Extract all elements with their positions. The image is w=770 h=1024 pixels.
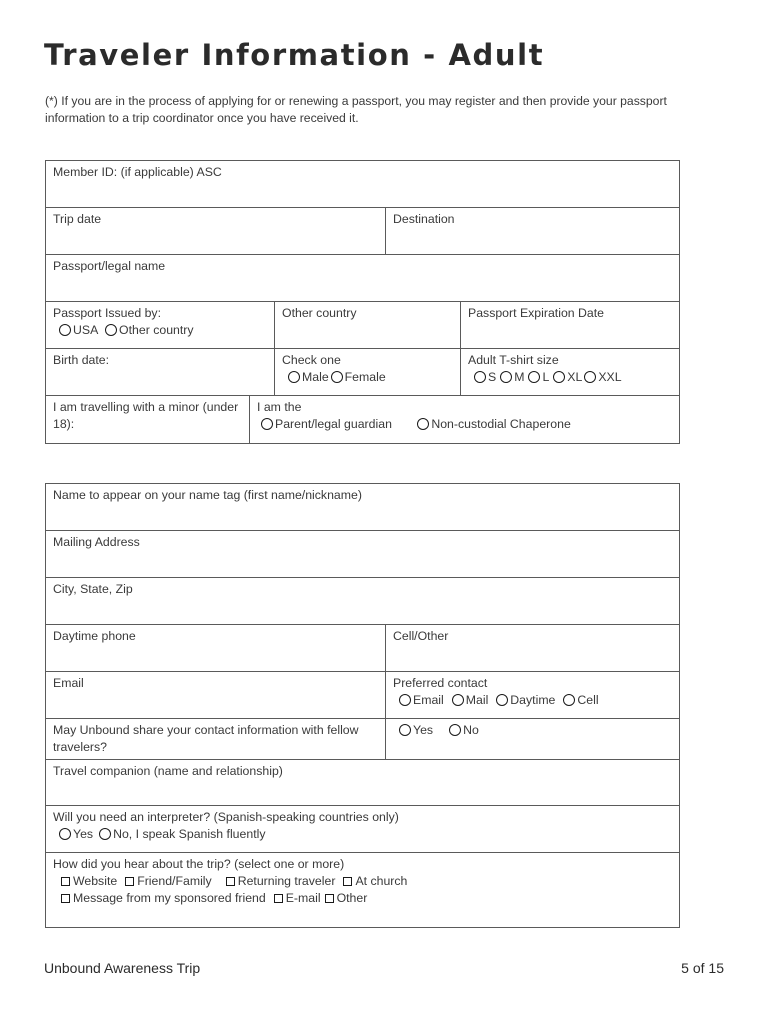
heard-about-label: How did you hear about the trip? (select one or more) [53, 857, 345, 871]
share-info-label: May Unbound share your contact information with fellow travelers? [53, 723, 359, 754]
radio-circle-icon[interactable] [59, 324, 71, 336]
radio-circle-icon[interactable] [59, 828, 71, 840]
radio-circle-icon[interactable] [331, 371, 343, 383]
i-am-the-label: I am the [257, 400, 302, 414]
issued-option-other[interactable]: Other country [105, 323, 194, 337]
checkbox-icon[interactable] [226, 877, 235, 886]
tshirt-option-xl[interactable]: XL [553, 370, 582, 384]
checkbox-icon[interactable] [125, 877, 134, 886]
issued-option-usa[interactable]: USA [53, 323, 98, 337]
city-state-zip-field[interactable] [46, 578, 680, 625]
cell-other-field[interactable] [386, 625, 680, 672]
radio-circle-icon[interactable] [500, 371, 512, 383]
heard-option-church[interactable]: At church [343, 874, 407, 888]
preferred-contact-field [386, 672, 680, 719]
guardian-role-field [250, 396, 680, 444]
radio-circle-icon[interactable] [417, 418, 429, 430]
checkbox-icon[interactable] [343, 877, 352, 886]
heard-option-friend-family[interactable]: Friend/Family [125, 874, 211, 888]
share-info-options [386, 719, 680, 760]
cell-other-label: Cell/Other [393, 629, 449, 643]
passport-expiration-label: Passport Expiration Date [468, 306, 605, 320]
mailing-address-label: Mailing Address [53, 535, 140, 549]
city-state-zip-label: City, State, Zip [53, 582, 133, 596]
companion-label: Travel companion (name and relationship) [53, 764, 283, 778]
traveler-info-table [45, 160, 680, 444]
contact-info-table [45, 483, 680, 928]
trip-date-label: Trip date [53, 212, 102, 226]
radio-circle-icon[interactable] [474, 371, 486, 383]
mailing-address-field[interactable] [46, 531, 680, 578]
radio-circle-icon[interactable] [105, 324, 117, 336]
share-info-field [46, 719, 386, 760]
radio-circle-icon[interactable] [563, 694, 575, 706]
share-option-yes[interactable]: Yes [399, 723, 433, 737]
heard-option-email[interactable]: E-mail [274, 891, 321, 905]
heard-option-returning[interactable]: Returning traveler [226, 874, 336, 888]
passport-name-label: Passport/legal name [53, 259, 166, 273]
radio-circle-icon[interactable] [99, 828, 111, 840]
checkbox-icon[interactable] [61, 894, 70, 903]
minor-field[interactable] [46, 396, 250, 444]
heard-option-other[interactable]: Other [325, 891, 368, 905]
contact-option-cell[interactable]: Cell [563, 693, 598, 707]
heard-option-website[interactable]: Website [61, 874, 117, 888]
interpreter-label: Will you need an interpreter? (Spanish-speaking countries only) [53, 810, 399, 824]
other-country-field[interactable] [275, 302, 461, 349]
tshirt-option-xxl[interactable]: XXL [584, 370, 621, 384]
role-option-chaperone[interactable]: Non-custodial Chaperone [417, 417, 570, 431]
heard-option-sponsored-friend[interactable]: Message from my sponsored friend [61, 891, 266, 905]
member-id-label: Member ID: (if applicable) ASC [53, 165, 222, 179]
interpreter-field [46, 806, 680, 853]
gender-field [275, 349, 461, 396]
email-label: Email [53, 676, 84, 690]
radio-circle-icon[interactable] [261, 418, 273, 430]
passport-expiration-field[interactable] [461, 302, 680, 349]
radio-circle-icon[interactable] [584, 371, 596, 383]
name-tag-field[interactable] [46, 484, 680, 531]
radio-circle-icon[interactable] [528, 371, 540, 383]
page-number: 5 of 15 [681, 960, 724, 976]
minor-label: I am travelling with a minor (under 18): [53, 400, 239, 431]
check-one-label: Check one [282, 353, 341, 367]
destination-field[interactable] [386, 208, 680, 255]
destination-label: Destination [393, 212, 455, 226]
radio-circle-icon[interactable] [553, 371, 565, 383]
trip-date-field[interactable] [46, 208, 386, 255]
checkbox-icon[interactable] [325, 894, 334, 903]
passport-name-field[interactable] [46, 255, 680, 302]
radio-circle-icon[interactable] [399, 694, 411, 706]
birth-date-label: Birth date: [53, 353, 110, 367]
daytime-phone-field[interactable] [46, 625, 386, 672]
share-option-no[interactable]: No [449, 723, 479, 737]
role-option-parent[interactable]: Parent/legal guardian [257, 417, 392, 431]
tshirt-option-m[interactable]: M [500, 370, 524, 384]
checkbox-icon[interactable] [274, 894, 283, 903]
companion-field[interactable] [46, 760, 680, 806]
preferred-contact-label: Preferred contact [393, 676, 488, 690]
contact-option-daytime[interactable]: Daytime [496, 693, 555, 707]
radio-circle-icon[interactable] [496, 694, 508, 706]
birth-date-field[interactable] [46, 349, 275, 396]
tshirt-option-s[interactable]: S [474, 370, 496, 384]
name-tag-label: Name to appear on your name tag (first name/nickname) [53, 488, 362, 502]
gender-option-male[interactable]: Male [288, 370, 329, 384]
tshirt-option-l[interactable]: L [528, 370, 549, 384]
tshirt-label: Adult T-shirt size [468, 353, 559, 367]
email-field[interactable] [46, 672, 386, 719]
footer-trip-name: Unbound Awareness Trip [44, 960, 201, 976]
page-title: Traveler Information - Adult [44, 38, 545, 72]
member-id-field[interactable] [46, 161, 680, 208]
contact-option-mail[interactable]: Mail [452, 693, 489, 707]
contact-option-email[interactable]: Email [399, 693, 444, 707]
other-country-label: Other country [282, 306, 357, 320]
radio-circle-icon[interactable] [452, 694, 464, 706]
passport-note: (*) If you are in the process of applying for or renewing a passport, you may register and then provide your passport information to a trip coordinator once you have received it. [45, 94, 667, 125]
checkbox-icon[interactable] [61, 877, 70, 886]
passport-issued-field [46, 302, 275, 349]
radio-circle-icon[interactable] [288, 371, 300, 383]
tshirt-field [461, 349, 680, 396]
radio-circle-icon[interactable] [449, 724, 461, 736]
daytime-phone-label: Daytime phone [53, 629, 136, 643]
gender-option-female[interactable]: Female [331, 370, 386, 384]
radio-circle-icon[interactable] [399, 724, 411, 736]
heard-about-field [46, 853, 680, 928]
passport-issued-label: Passport Issued by: [53, 306, 161, 320]
interpreter-option-no[interactable]: No, I speak Spanish fluently [99, 827, 265, 841]
interpreter-option-yes[interactable]: Yes [59, 827, 93, 841]
